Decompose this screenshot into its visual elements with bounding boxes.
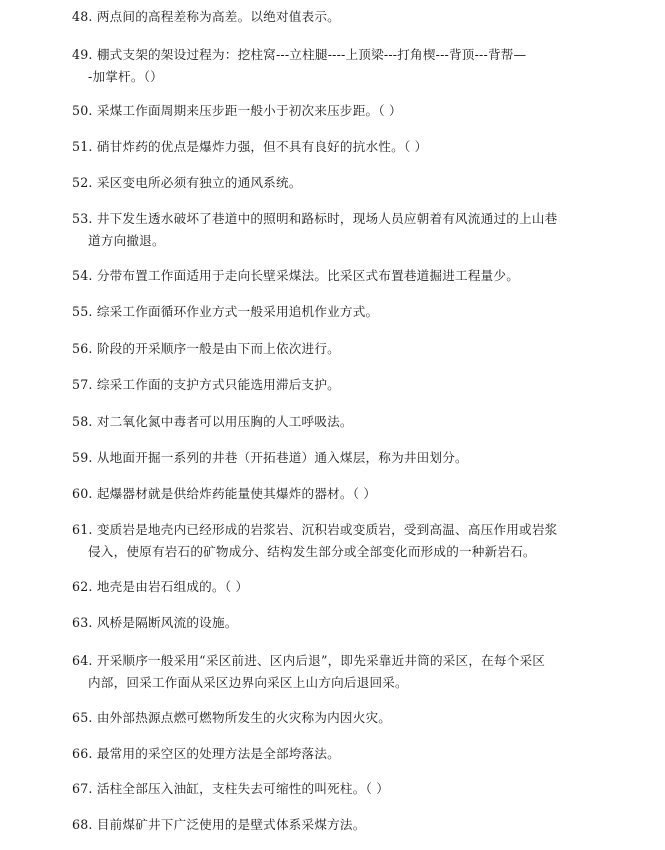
question-64 (72, 650, 602, 694)
question-text: 58. 对二氧化氮中毒者可以用压胸的人工呼吸法。 (72, 414, 353, 429)
question-text: 54. 分带布置工作面适用于走向长壁采煤法。比采区式布置巷道掘进工程量少。 (72, 268, 520, 283)
question-58 (72, 411, 602, 433)
question-67 (72, 778, 602, 800)
question-text: 65. 由外部热源点燃可燃物所发生的火灾称为内因火灾。 (72, 710, 392, 725)
question-text: 64. 开采顺序一般采用“采区前进、区内后退”，即先采靠近井筒的采区，在每个采区 (72, 653, 546, 668)
question-62 (72, 576, 602, 598)
question-57 (72, 374, 602, 396)
question-51 (72, 136, 602, 158)
question-68 (72, 814, 602, 836)
question-60 (72, 483, 602, 505)
question-text: 60. 起爆器材就是供给炸药能量使其爆炸的器材。（ ） (72, 486, 377, 501)
question-63 (72, 612, 602, 634)
question-text: 50. 采煤工作面周期来压步距一般小于初次来压步距。（ ） (72, 103, 402, 118)
question-text: 49. 棚式支架的架设过程为：挖柱窝---立柱腿----上顶梁---打角楔---背顶---背帮— (72, 47, 527, 62)
question-48 (72, 6, 602, 28)
question-text: 61. 变质岩是地壳内已经形成的岩浆岩、沉积岩或变质岩，受到高温、高压作用或岩浆 (72, 522, 558, 537)
question-65 (72, 707, 602, 729)
question-text-continued: 道方向撤退。 (88, 233, 165, 248)
question-text: 59. 从地面开掘一系列的井巷（开拓巷道）通入煤层，称为井田划分。 (72, 450, 468, 465)
question-text: 66. 最常用的采空区的处理方法是全部垮落法。 (72, 746, 340, 761)
question-text: 56. 阶段的开采顺序一般是由下而上依次进行。 (72, 341, 340, 356)
question-61 (72, 519, 602, 563)
question-54 (72, 265, 602, 287)
question-49 (72, 44, 602, 88)
question-text: 52. 采区变电所必须有独立的通风系统。 (72, 175, 302, 190)
question-66 (72, 743, 602, 765)
question-text-continued: 内部，回采工作面从采区边界向采区上山方向后退回采。 (88, 675, 408, 690)
question-55 (72, 301, 602, 323)
question-text: 51. 硝甘炸药的优点是爆炸力强，但不具有良好的抗水性。（ ） (72, 139, 428, 154)
question-52 (72, 172, 602, 194)
question-text: 63. 风桥是隔断风流的设施。 (72, 615, 238, 630)
question-text: 53. 井下发生透水破坏了巷道中的照明和路标时，现场人员应朝着有风流通过的上山巷 (72, 211, 558, 226)
question-56 (72, 338, 602, 360)
question-text: 62. 地壳是由岩石组成的。（ ） (72, 579, 249, 594)
question-text: 55. 综采工作面循环作业方式一般采用追机作业方式。 (72, 304, 379, 319)
question-text-continued: 侵入，使原有岩石的矿物成分、结构发生部分或全部变化而形成的一种新岩石。 (88, 544, 536, 559)
question-53 (72, 208, 602, 252)
question-text-continued: -加掌杆。（） (88, 69, 163, 84)
question-text: 67. 活柱全部压入油缸，支柱失去可缩性的叫死柱。（ ） (72, 781, 389, 796)
question-50 (72, 100, 602, 122)
question-text: 68. 目前煤矿井下广泛使用的是壁式体系采煤方法。 (72, 817, 366, 832)
question-text: 48. 两点间的高程差称为高差。以绝对值表示。 (72, 9, 340, 24)
question-text: 57. 综采工作面的支护方式只能选用滞后支护。 (72, 377, 340, 392)
question-59 (72, 447, 602, 469)
